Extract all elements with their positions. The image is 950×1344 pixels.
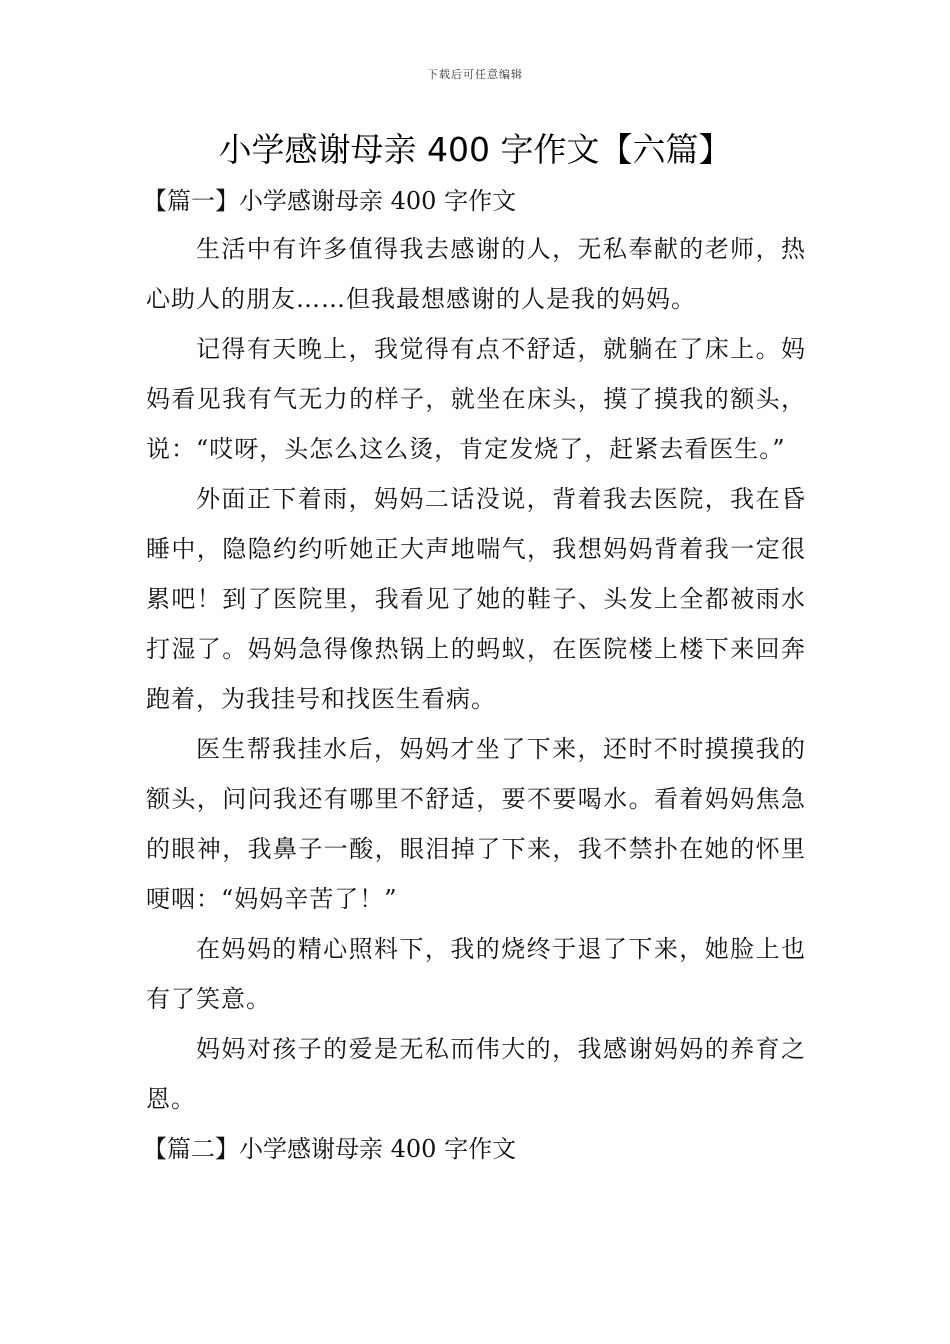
document-title: 小学感谢母亲 400 字作文【六篇】 bbox=[218, 130, 732, 169]
paragraph: 记得有天晚上，我觉得有点不舒适，就躺在了床上。妈妈看见我有气无力的样子，就坐在床头，摸了摸我的额头，说：“哎呀，头怎么这么烫，肯定发烧了，赶紧去看医生。” bbox=[146, 335, 806, 463]
page-header-note: 下载后可任意编辑 bbox=[427, 68, 523, 81]
document-body bbox=[143, 178, 806, 1172]
section-heading: 【篇二】小学感谢母亲 400 字作文 bbox=[143, 1135, 517, 1163]
paragraph: 生活中有许多值得我去感谢的人，无私奉献的老师，热心助人的朋友……但我最想感谢的人是我的妈妈。 bbox=[146, 235, 806, 313]
section-heading: 【篇一】小学感谢母亲 400 字作文 bbox=[143, 187, 517, 215]
paragraph: 在妈妈的精心照料下，我的烧终于退了下来，她脸上也有了笑意。 bbox=[146, 935, 806, 1013]
paragraph: 外面正下着雨，妈妈二话没说，背着我去医院，我在昏睡中，隐隐约约听她正大声地喘气，我想妈妈背着我一定很累吧！到了医院里，我看见了她的鞋子、头发上全都被雨水打湿了。妈妈急得像热锅上的蚂蚁，在医院楼上楼下来回奔跑着，为我挂号和找医生看病。 bbox=[146, 485, 806, 713]
paragraph: 妈妈对孩子的爱是无私而伟大的，我感谢妈妈的养育之恩。 bbox=[146, 1035, 806, 1113]
paragraph: 医生帮我挂水后，妈妈才坐了下来，还时不时摸摸我的额头，问问我还有哪里不舒适，要不要喝水。看着妈妈焦急的眼神，我鼻子一酸，眼泪掉了下来，我不禁扑在她的怀里哽咽：“妈妈辛苦了！” bbox=[146, 735, 806, 913]
